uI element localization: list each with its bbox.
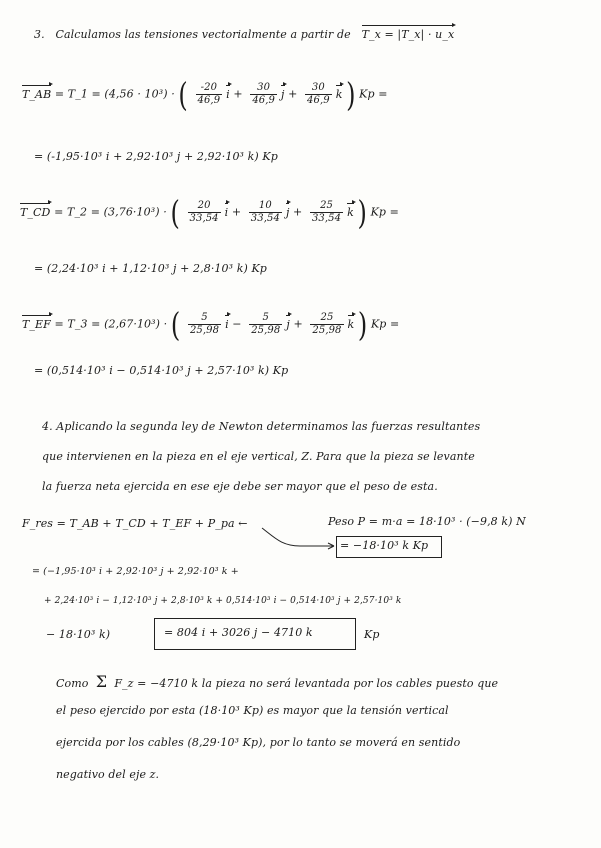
unit-j: j xyxy=(285,205,290,219)
result-unit: Kp xyxy=(364,628,380,641)
unit-k: k xyxy=(335,87,343,101)
tab-lhs: T_AB xyxy=(22,87,52,101)
p4-line-1: 4. Aplicando la segunda ley de Newton determinamos las fuerzas resultantes xyxy=(42,420,481,433)
p4-line-3: la fuerza neta ejercida en ese eje debe ser mayor que el peso de esta. xyxy=(42,480,438,493)
tab-eq: = T_1 = (4,56 · 10³) · xyxy=(54,87,175,101)
tcd-eq: = T_2 = (3,76·10³) · xyxy=(54,205,167,219)
tcd-frac-i: $\frac{20}{33,54}$ xyxy=(189,200,219,224)
tef-frac-k: $\frac{25}{25,98}$ xyxy=(312,312,342,336)
unit-i: i xyxy=(226,87,230,101)
conclusion-line-2: el peso ejercido por esta (18·10³ Kp) es mayor que la tensión vertical xyxy=(56,704,449,717)
tab-frac-i: $\frac{-20}{46,9}$ xyxy=(197,82,221,106)
expansion-tail: − 18·10³ k) xyxy=(46,628,111,641)
tension-formula: T_x = |T_x| · u_x xyxy=(361,28,455,41)
conclusion-line-1 xyxy=(56,672,498,691)
sum-equation: F_res = T_AB + T_CD + T_EF + P_pa ← xyxy=(22,517,248,530)
peso-equation: Peso P = m·a = 18·10³ · (−9,8 k) N xyxy=(328,515,526,528)
tef-result: = (0,514·10³ i − 0,514·10³ j + 2,57·10³ k) Kp xyxy=(34,364,289,377)
p4-line-2: que intervienen en la pieza en el eje vertical, Z. Para que la pieza se levante xyxy=(42,450,475,463)
tab-frac-k: $\frac{30}{46,9}$ xyxy=(307,82,330,106)
section-3-heading xyxy=(34,28,454,41)
unit-k: k xyxy=(347,205,354,219)
tcd-frac-j: $\frac{10}{33,54}$ xyxy=(250,200,280,224)
conclusion-line-4: negativo del eje z. xyxy=(56,768,160,781)
unit-i: i xyxy=(224,205,229,219)
unit-k: k xyxy=(347,317,355,331)
result-box-text: = 804 i + 3026 j − 4710 k xyxy=(164,626,313,639)
peso-box-text: = −18·10³ k Kp xyxy=(340,539,429,552)
unit-j: j xyxy=(286,317,290,331)
tab-unit: Kp = xyxy=(359,87,388,101)
sigma-symbol: Σ xyxy=(95,672,108,691)
expansion-line-2: + 2,24·10³ i − 1,12·10³ j + 2,8·10³ k + 0,514·10³ i − 0,514·10³ j + 2,57·10³ k xyxy=(44,596,402,606)
expansion-line-3 xyxy=(46,628,110,641)
tef-frac-j: $\frac{5}{25,98}$ xyxy=(251,312,281,336)
section-number: 3. xyxy=(34,28,45,41)
tef-frac-i: $\frac{5}{25,98}$ xyxy=(189,312,220,336)
tef-equation: T_EF = T_3 = (2,67·10³) · ( $\frac{5}{25,98}$ i − $\frac{5}{25,98}$ j + $\frac{25}{25,98}$ k ) Kp = xyxy=(22,305,400,344)
tab-result: = (-1,95·10³ i + 2,92·10³ j + 2,92·10³ k) Kp xyxy=(34,150,278,163)
tcd-frac-k: $\frac{25}{33,54}$ xyxy=(311,200,342,224)
expansion-line-1: = (−1,95·10³ i + 2,92·10³ j + 2,92·10³ k + xyxy=(32,566,239,577)
conclusion-line-3: ejercida por los cables (8,29·10³ Kp), por lo tanto se moverá en sentido xyxy=(56,736,461,749)
tcd-unit: Kp = xyxy=(370,205,399,219)
conclusion-l1-rest: F_z = −4710 k la pieza no será levantada por los cables puesto que xyxy=(114,677,499,690)
tab-equation: T_AB = T_1 = (4,56 · 10³) · ( $\frac{-20}{46,9}$ i + $\frac{30}{46,9}$ j + $\frac{30}{46,9}$ k ) Kp = xyxy=(22,75,388,114)
tef-lhs: T_EF xyxy=(22,317,51,331)
tab-frac-j: $\frac{30}{46,9}$ xyxy=(252,82,275,106)
tcd-result: = (2,24·10³ i + 1,12·10³ j + 2,8·10³ k) Kp xyxy=(34,262,267,275)
tef-unit: Kp = xyxy=(370,317,400,331)
unit-j: j xyxy=(280,87,285,101)
section-3-text: Calculamos las tensiones vectorialmente a partir de xyxy=(55,28,351,41)
unit-i: i xyxy=(225,317,229,331)
tcd-lhs: T_CD xyxy=(20,205,51,219)
conclusion-como: Como xyxy=(56,677,89,690)
tcd-equation: T_CD = T_2 = (3,76·10³) · ( $\frac{20}{33,54}$ i + $\frac{10}{33,54}$ j + $\frac{25}{33,54}$ k ) Kp = xyxy=(20,193,399,232)
tef-eq: = T_3 = (2,67·10³) · xyxy=(54,317,168,331)
